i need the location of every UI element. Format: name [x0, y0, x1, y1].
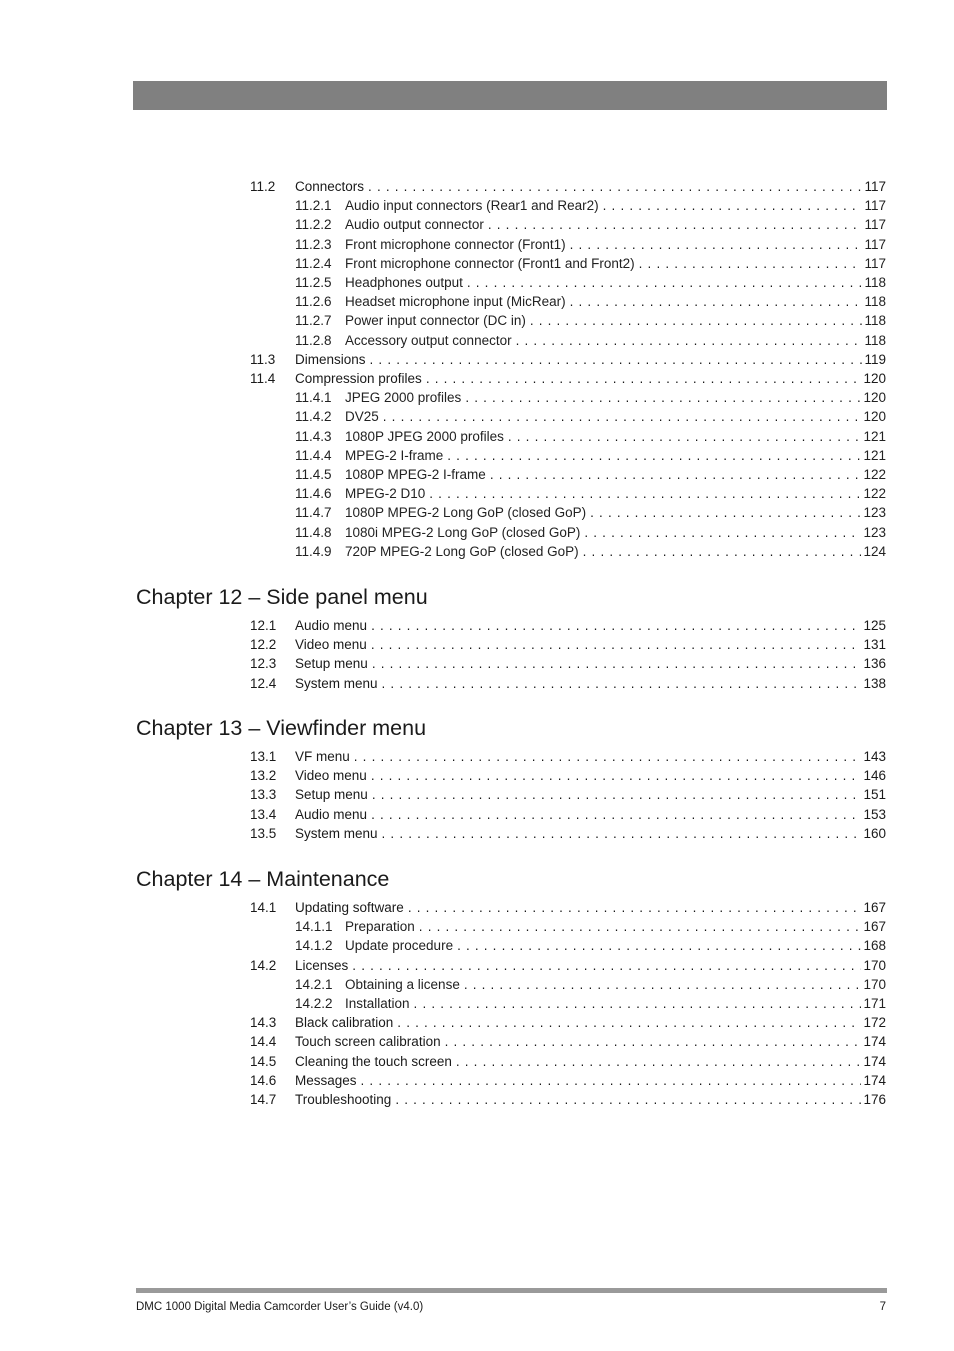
- toc-entry-title: Troubleshooting: [295, 1092, 392, 1107]
- toc-entry-number: 11.4: [250, 371, 276, 386]
- toc-entry-number: 11.2.6: [295, 294, 332, 310]
- toc-leader-dots: [372, 785, 862, 804]
- toc-entry-page: 120: [863, 371, 886, 386]
- toc-entry-page: 124: [863, 543, 886, 559]
- toc-entry-number: 14.2.1: [295, 976, 333, 992]
- toc-entry[interactable]: [250, 350, 886, 369]
- toc-entry-title: Obtaining a license: [345, 976, 460, 992]
- toc-entry-title: Power input connector (DC in): [345, 313, 526, 329]
- toc-leader-dots: [426, 369, 862, 388]
- toc-entry-number: 11.4.4: [295, 447, 332, 463]
- toc-entry-title: 1080P MPEG-2 Long GoP (closed GoP): [345, 505, 587, 521]
- toc-entry[interactable]: [250, 766, 886, 785]
- toc-entry-title: Video menu: [295, 637, 367, 653]
- toc-entry-title: DV25: [345, 409, 379, 425]
- toc-entry[interactable]: [295, 311, 886, 330]
- toc-entry-number: 11.4.6: [295, 486, 332, 502]
- toc-leader-dots: [408, 898, 862, 917]
- chapter-heading: Chapter 12 – Side panel menu: [136, 585, 428, 609]
- toc-entry-number: 11.4.7: [295, 505, 332, 521]
- toc-entry-page: 174: [863, 1034, 886, 1050]
- toc-leader-dots: [516, 331, 863, 350]
- toc-entry[interactable]: [295, 446, 886, 465]
- toc-entry-number: 11.2.1: [295, 198, 332, 214]
- toc-leader-dots: [590, 503, 861, 522]
- toc-entry[interactable]: [250, 956, 886, 975]
- toc-entry-number: 11.4.3: [295, 428, 332, 444]
- toc-entry-page: 174: [863, 1072, 886, 1088]
- toc-entry[interactable]: [295, 994, 886, 1013]
- toc-entry-number: 14.2.2: [295, 996, 333, 1011]
- toc-leader-dots: [354, 747, 862, 766]
- toc-entry-title: Audio menu: [295, 618, 368, 633]
- toc-entry-number: 13.5: [250, 825, 277, 841]
- toc-entry-title: Dimensions: [295, 351, 366, 367]
- toc-entry-title: Video menu: [295, 768, 367, 784]
- toc-entry-page: 117: [864, 198, 886, 214]
- toc-leader-dots: [508, 427, 862, 446]
- toc-entry-page: 143: [863, 749, 886, 764]
- toc-entry-page: 118: [864, 275, 886, 290]
- toc-entry[interactable]: [250, 177, 886, 196]
- toc-entry-number: 11.2.3: [295, 236, 332, 252]
- toc-leader-dots: [603, 196, 863, 215]
- toc-leader-dots: [429, 484, 861, 503]
- toc-leader-dots: [368, 177, 862, 196]
- toc-leader-dots: [414, 994, 862, 1013]
- toc-entry[interactable]: [250, 1032, 886, 1051]
- toc-entry[interactable]: [295, 331, 886, 350]
- toc-entry[interactable]: [250, 1071, 886, 1090]
- toc-entry-page: 151: [863, 787, 886, 803]
- toc-entry-number: 14.7: [250, 1092, 277, 1107]
- toc-entry[interactable]: [250, 635, 886, 654]
- toc-entry[interactable]: [295, 542, 886, 561]
- toc-entry-number: 11.4.9: [295, 543, 332, 559]
- toc-entry[interactable]: [295, 503, 886, 522]
- toc-entry-number: 11.2.8: [295, 332, 332, 348]
- toc-entry-number: 14.4: [250, 1034, 277, 1050]
- toc-entry[interactable]: [250, 369, 886, 388]
- toc-leader-dots: [419, 917, 862, 936]
- toc-leader-dots: [371, 805, 861, 824]
- toc-entry-title: Licenses: [295, 957, 349, 973]
- toc-entry-page: 118: [864, 332, 886, 348]
- toc-entry-number: 12.4: [250, 675, 277, 691]
- toc-entry-number: 11.3: [250, 351, 276, 367]
- toc-entry[interactable]: [295, 407, 886, 426]
- header-bar: [133, 81, 887, 110]
- toc-leader-dots: [361, 1071, 862, 1090]
- toc-entry-number: 11.4.1: [295, 390, 332, 406]
- toc-entry-title: Update procedure: [345, 938, 454, 954]
- toc-entry[interactable]: [295, 917, 886, 936]
- toc-entry-page: 118: [864, 294, 886, 310]
- toc-leader-dots: [372, 654, 862, 673]
- toc-entry-title: Preparation: [345, 919, 415, 935]
- toc-entry-title: Installation: [345, 996, 410, 1011]
- toc-entry[interactable]: [295, 254, 886, 273]
- toc-entry-title: 720P MPEG-2 Long GoP (closed GoP): [345, 543, 579, 559]
- toc-entry-page: 172: [863, 1015, 886, 1031]
- toc-entry-page: 167: [863, 900, 886, 915]
- toc-entry-title: JPEG 2000 profiles: [345, 390, 462, 406]
- toc-entry-title: Front microphone connector (Front1): [345, 236, 566, 252]
- toc-leader-dots: [583, 542, 862, 561]
- toc-entry-page: 119: [864, 351, 886, 367]
- toc-entry[interactable]: [250, 824, 886, 843]
- toc-entry-title: Front microphone connector (Front1 and Front2): [345, 255, 635, 271]
- toc-entry-title: Headphones output: [345, 275, 463, 290]
- toc-entry[interactable]: [295, 273, 886, 292]
- toc-entry-number: 11.2.4: [295, 255, 332, 271]
- toc-entry-title: Setup menu: [295, 787, 368, 803]
- toc-entry-page: 170: [863, 957, 886, 973]
- toc-entry[interactable]: [295, 936, 886, 955]
- toc-entry-page: 176: [863, 1092, 886, 1107]
- toc-entry-title: 1080P MPEG-2 I-frame: [345, 467, 486, 482]
- toc-entry-page: 168: [863, 938, 886, 954]
- toc-entry-title: Cleaning the touch screen: [295, 1053, 452, 1069]
- toc-entry-page: 118: [864, 313, 886, 329]
- toc-entry-page: 160: [863, 825, 886, 841]
- toc-leader-dots: [382, 674, 862, 693]
- toc-entry[interactable]: [295, 215, 886, 234]
- toc-entry-page: 123: [863, 524, 886, 540]
- toc-entry[interactable]: [295, 196, 886, 215]
- toc-leader-dots: [371, 635, 862, 654]
- toc-entry-number: 12.1: [250, 618, 277, 633]
- toc-entry-page: 121: [863, 447, 886, 463]
- toc-entry-title: Connectors: [295, 179, 365, 194]
- toc-entry-title: Audio output connector: [345, 217, 484, 233]
- toc-entry-number: 14.2: [250, 957, 277, 973]
- footer-page-number: 7: [879, 1301, 886, 1313]
- toc-leader-dots: [467, 273, 863, 292]
- toc-entry[interactable]: [295, 975, 886, 994]
- footer-bar: [136, 1288, 887, 1293]
- toc-entry-page: 117: [864, 179, 886, 194]
- toc-entry-title: Setup menu: [295, 656, 368, 672]
- toc-entry[interactable]: [250, 1052, 886, 1071]
- toc-entry-title: System menu: [295, 825, 378, 841]
- toc-leader-dots: [447, 446, 861, 465]
- toc-entry[interactable]: [250, 1090, 886, 1109]
- toc-entry[interactable]: [295, 388, 886, 407]
- toc-entry-page: 170: [863, 976, 886, 992]
- toc-leader-dots: [639, 254, 863, 273]
- toc-entry[interactable]: [250, 805, 886, 824]
- toc-entry[interactable]: [250, 747, 886, 766]
- toc-leader-dots: [570, 235, 863, 254]
- toc-entry-number: 13.2: [250, 768, 277, 784]
- toc-entry-number: 14.5: [250, 1053, 277, 1069]
- toc-entry-page: 117: [864, 255, 886, 271]
- toc-entry-title: 1080i MPEG-2 Long GoP (closed GoP): [345, 524, 581, 540]
- toc-entry-page: 123: [863, 505, 886, 521]
- toc-entry-title: Touch screen calibration: [295, 1034, 441, 1050]
- toc-leader-dots: [464, 975, 862, 994]
- toc-leader-dots: [457, 936, 861, 955]
- toc-entry-number: 11.2.2: [295, 217, 332, 233]
- toc-entry-page: 122: [863, 486, 886, 502]
- toc-entry-page: 146: [863, 768, 886, 784]
- toc-entry[interactable]: [250, 654, 886, 673]
- toc-entry-page: 121: [863, 428, 886, 444]
- toc-leader-dots: [370, 350, 863, 369]
- toc-leader-dots: [570, 292, 863, 311]
- toc-leader-dots: [584, 523, 861, 542]
- toc-leader-dots: [371, 766, 862, 785]
- toc-entry-title: Messages: [295, 1072, 357, 1088]
- toc-leader-dots: [490, 465, 862, 484]
- toc-entry-title: 1080P JPEG 2000 profiles: [345, 428, 504, 444]
- toc-entry-title: VF menu: [295, 749, 350, 764]
- toc-entry-page: 171: [863, 996, 886, 1011]
- toc-entry-number: 13.4: [250, 806, 277, 822]
- toc-entry-title: Black calibration: [295, 1015, 394, 1031]
- toc-entry-number: 13.3: [250, 787, 277, 803]
- toc-leader-dots: [445, 1032, 862, 1051]
- toc-entry-page: 131: [863, 637, 886, 653]
- toc-entry-title: MPEG-2 D10: [345, 486, 426, 502]
- toc-entry[interactable]: [250, 616, 886, 635]
- toc-entry-number: 14.6: [250, 1072, 277, 1088]
- toc-entry-number: 12.3: [250, 656, 277, 672]
- toc-entry-number: 13.1: [250, 749, 277, 764]
- toc-entry-page: 120: [863, 390, 886, 406]
- toc-entry[interactable]: [295, 292, 886, 311]
- toc-entry-title: Accessory output connector: [345, 332, 512, 348]
- toc-entry-page: 125: [863, 618, 886, 633]
- toc-entry-number: 11.4.5: [295, 467, 332, 482]
- footer-title: DMC 1000 Digital Media Camcorder User’s Guide (v4.0): [136, 1301, 424, 1313]
- toc-entry-page: 167: [863, 919, 886, 935]
- toc-entry-number: 12.2: [250, 637, 277, 653]
- toc-leader-dots: [397, 1013, 861, 1032]
- toc-entry-page: 174: [863, 1053, 886, 1069]
- toc-entry[interactable]: [250, 674, 886, 693]
- toc-entry-number: 11.2: [250, 179, 276, 194]
- toc-entry[interactable]: [295, 465, 886, 484]
- toc-entry-page: 153: [863, 806, 886, 822]
- toc-entry-page: 120: [863, 409, 886, 425]
- toc-entry[interactable]: [295, 523, 886, 542]
- toc-entry-number: 14.3: [250, 1015, 277, 1031]
- toc-leader-dots: [371, 616, 861, 635]
- toc-entry-number: 11.2.7: [295, 313, 332, 329]
- toc-entry[interactable]: [250, 1013, 886, 1032]
- toc-entry-title: Audio input connectors (Rear1 and Rear2): [345, 198, 599, 214]
- toc-leader-dots: [395, 1090, 861, 1109]
- toc-entry-page: 117: [864, 236, 886, 252]
- toc-leader-dots: [530, 311, 863, 330]
- toc-entry[interactable]: [295, 484, 886, 503]
- toc-entry-page: 122: [863, 467, 886, 482]
- toc-entry-page: 117: [864, 217, 886, 233]
- toc-entry[interactable]: [295, 235, 886, 254]
- toc-leader-dots: [488, 215, 863, 234]
- toc-entry-page: 136: [863, 656, 886, 672]
- toc-entry-title: System menu: [295, 675, 378, 691]
- toc-entry[interactable]: [295, 427, 886, 446]
- toc-leader-dots: [352, 956, 861, 975]
- toc-entry[interactable]: [250, 785, 886, 804]
- toc-entry-number: 11.4.8: [295, 524, 332, 540]
- toc-entry-number: 11.4.2: [295, 409, 332, 425]
- chapter-heading: Chapter 13 – Viewfinder menu: [136, 716, 427, 740]
- toc-entry-title: Updating software: [295, 900, 404, 915]
- toc-leader-dots: [456, 1052, 862, 1071]
- toc-entry-title: Headset microphone input (MicRear): [345, 294, 566, 310]
- toc-entry-title: Compression profiles: [295, 371, 422, 386]
- toc-leader-dots: [465, 388, 861, 407]
- toc-entry-title: Audio menu: [295, 806, 368, 822]
- toc-entry-page: 138: [863, 675, 886, 691]
- toc-entry-number: 14.1: [250, 900, 277, 915]
- chapter-heading: Chapter 14 – Maintenance: [136, 867, 390, 891]
- toc-leader-dots: [382, 824, 862, 843]
- toc-entry-number: 11.2.5: [295, 275, 332, 290]
- toc-entry[interactable]: [250, 898, 886, 917]
- toc-entry-number: 14.1.2: [295, 938, 333, 954]
- toc-entry-number: 14.1.1: [295, 919, 333, 935]
- toc-entry-title: MPEG-2 I-frame: [345, 447, 444, 463]
- toc-leader-dots: [383, 407, 862, 426]
